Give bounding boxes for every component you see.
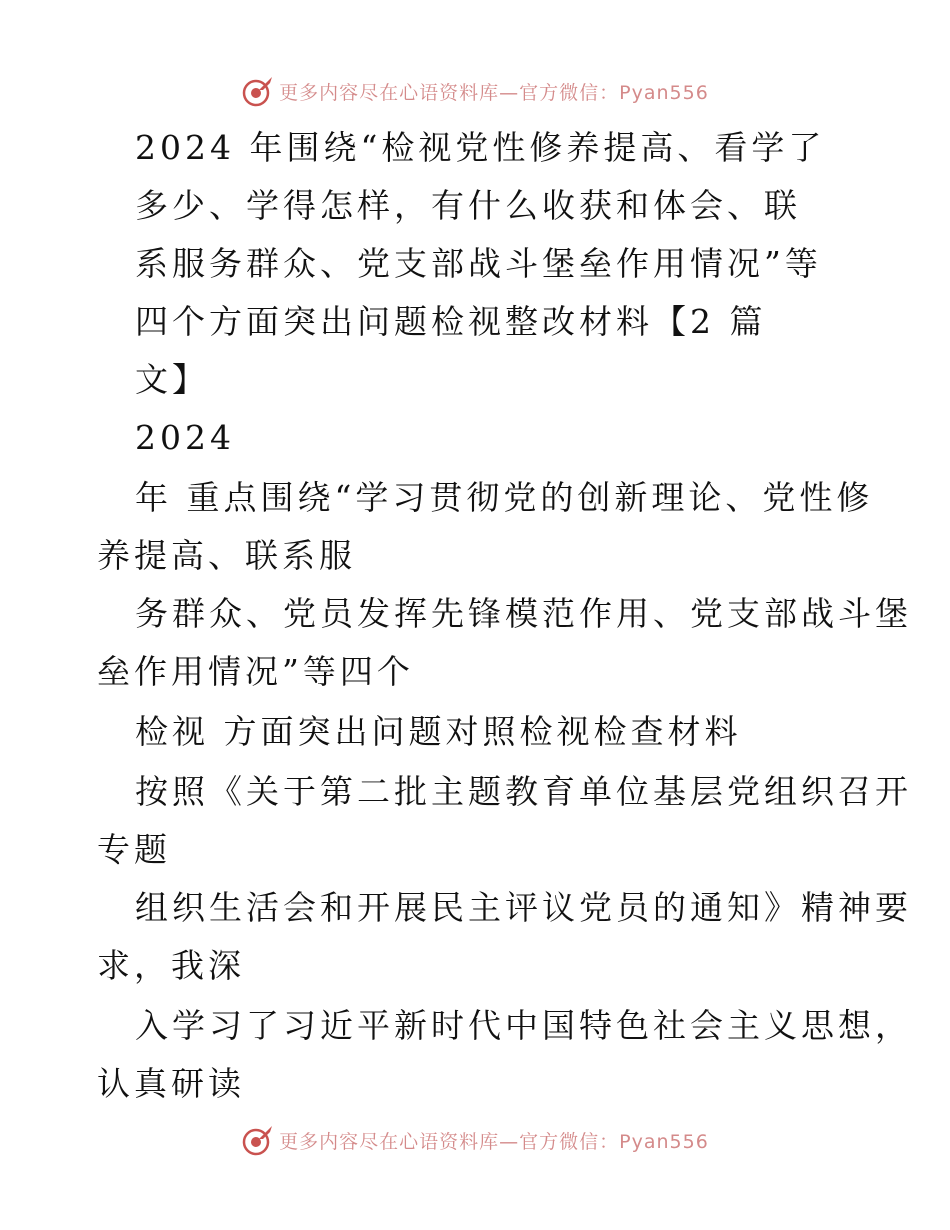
text-line: 按照《关于第二批主题教育单位基层党组织召开	[135, 772, 912, 811]
quill-logo-icon	[241, 1123, 275, 1157]
text-line: 认真研读	[97, 1064, 245, 1103]
text-line: 务群众、党员发挥先锋模范作用、党支部战斗堡	[135, 594, 912, 633]
text-line: 检视 方面突出问题对照检视检查材料	[135, 712, 742, 751]
text-line: 年 重点围绕“学习贯彻党的创新理论、党性修	[135, 478, 874, 517]
text-line: 求，我深	[97, 946, 245, 985]
text-line: 养提高、联系服	[97, 536, 356, 575]
watermark-text: 更多内容尽在心语资料库—官方微信：Pyan556	[279, 1130, 709, 1153]
text-line: 2024	[135, 418, 235, 457]
text-line: 入学习了习近平新时代中国特色社会主义思想，	[135, 1006, 912, 1045]
text-line: 四个方面突出问题检视整改材料【2 篇	[135, 302, 767, 341]
watermark-text: 更多内容尽在心语资料库—官方微信：Pyan556	[279, 81, 709, 104]
footer-watermark	[0, 1120, 950, 1160]
text-line: 系服务群众、党支部战斗堡垒作用情况”等	[135, 244, 822, 283]
text-line: 垒作用情况”等四个	[97, 652, 414, 691]
text-line: 多少、学得怎样，有什么收获和体会、联	[135, 186, 801, 225]
text-line: 组织生活会和开展民主评议党员的通知》精神要	[135, 888, 912, 927]
text-line: 2024 年围绕“检视党性修养提高、看学了	[135, 128, 826, 167]
text-line: 专题	[97, 830, 171, 869]
text-line: 文】	[135, 360, 209, 399]
